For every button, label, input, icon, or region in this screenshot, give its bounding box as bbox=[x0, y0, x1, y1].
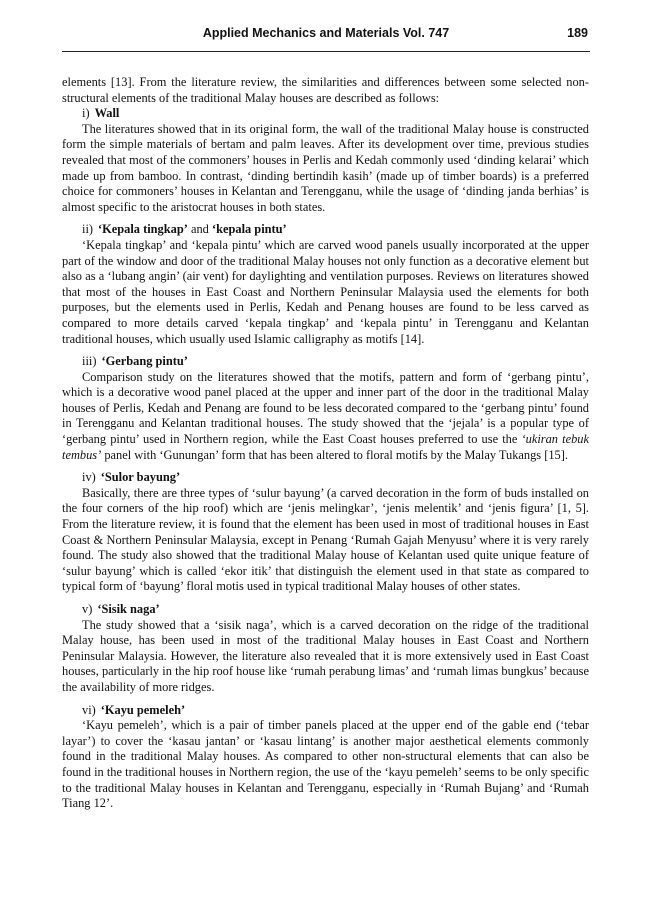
section-paragraph-kepala-tingkap: ‘Kepala tingkap’ and ‘kepala pintu’ which are carved wood panels usually incorporated at the upper part of the window and door of the traditional Malay houses not only function as a decorative element but also as a ‘lubang angin’ (air vent) for daylighting and ventilation purposes. Reviews on literatures showed that most of the houses in East Coast and Northern Peninsular Malaysia used the elements for both purposes, but the elements used in Perlis, Kedah and Penang houses are found to be less carved as compared to more details carved ‘kepala tingkap’ and ‘kepala pintu’ in Terengganu and Kelantan traditional houses, which usually used Islamic calligraphy as motifs [14]. bbox=[62, 237, 589, 346]
section-number: iii) bbox=[82, 354, 97, 369]
intro-paragraph: elements [13]. From the literature review, the similarities and differences between some selected non-structural elements of the traditional Malay houses are described as follows: bbox=[62, 75, 589, 105]
section-heading-sulor-bayung bbox=[62, 470, 589, 486]
section-number: v) bbox=[82, 602, 93, 616]
section-number: vi) bbox=[82, 702, 96, 717]
page-number: 189 bbox=[567, 26, 588, 40]
paragraph-text: Comparison study on the literatures showed that the motifs, pattern and form of ‘gerbang pintu’, which is a decorative wood panel placed at the upper and inner part of the door in the traditional Malay houses of Perlis, Kedah and Penang are found to be less decorated compared to the ‘gerbang pintu’ found in Terengganu and Kelantan traditional houses. The study showed that the ‘jejala’ is a popular type of ‘gerbang pintu’ used in Northern region, while the East Coast houses preferred to use the bbox=[62, 369, 589, 447]
section-paragraph-sulor-bayung: Basically, there are three types of ‘sulur bayung’ (a carved decoration in the form of buds installed on the four corners of the hip roof) which are ‘jenis melingkar’, ‘jenis melentik’ and ‘jenis figura’ [1, 5]. From the literature review, it is found that the element has been used in most of traditional houses in East Coast & Northern Peninsular Malaysia, except in Penang ‘Rumah Gajah Menyusu’ where it is very rarely found. The study also showed that the traditional Malay house of Kelantan used quite unique feature of ‘sulur bayung’ which is called ‘ekor itik’ that distinguish the element used in that state as compared to typical form of ‘bayung’ floral motis used in typical traditional Malay houses of other states. bbox=[62, 485, 589, 594]
journal-title: Applied Mechanics and Materials Vol. 747 bbox=[202, 26, 450, 40]
section-title: ‘Kayu pemeleh’ bbox=[100, 702, 186, 717]
section-title: ‘Kepala tingkap’ bbox=[98, 222, 188, 237]
section-number: ii) bbox=[82, 222, 94, 237]
paragraph-italic-term: ‘ukiran tebuk tembus’ bbox=[62, 432, 589, 462]
section-heading-kepala-tingkap bbox=[62, 222, 589, 238]
section-title: ‘Sulor bayung’ bbox=[100, 470, 181, 485]
running-header bbox=[62, 26, 590, 44]
section-heading-kayu-pemeleh bbox=[62, 703, 589, 719]
section-heading-sisik-naga bbox=[62, 602, 589, 618]
section-paragraph-sisik-naga: The study showed that a ‘sisik naga’, which is a carved decoration on the ridge of the traditional Malay house, has been used in most of the traditional Malay houses in East Coast and Northern Peninsular Malaysia. However, the literature also revealed that it is more extensively used in East Coast houses, particularly in the hip roof house like ‘rumah perabung limas’ and ‘rumah limas bungkus’ because the availability of more ridges. bbox=[62, 617, 589, 694]
header-rule bbox=[62, 51, 590, 52]
section-title-joiner: and bbox=[187, 222, 212, 237]
section-number: i) bbox=[82, 106, 90, 121]
section-paragraph-gerbang-pintu bbox=[62, 370, 589, 464]
section-title: Wall bbox=[94, 106, 120, 121]
section-title-secondary: ‘kepala pintu’ bbox=[211, 222, 287, 237]
section-heading-wall bbox=[62, 106, 589, 122]
article-body bbox=[62, 75, 589, 812]
section-number: iv) bbox=[82, 470, 96, 485]
paragraph-text: panel with ‘Gunungan’ form that has been altered to floral motifs by the Malay Tukangs [15]. bbox=[101, 447, 568, 462]
section-paragraph-wall: The literatures showed that in its original form, the wall of the traditional Malay house is constructed form the simple materials of bertam and palm leaves. After its development over time, previous studies revealed that most of the commoners’ houses in Perlis and Kedah commonly used ‘dinding kelarai’ which made up from bamboo. In contrast, ‘dinding bertindih kasih’ (made up of timber boards) is a preferred choice for commoners’ houses in Kelantan and Terengganu, while the usage of ‘dinding janda berhias’ is almost specific to the aristocrat houses in both states. bbox=[62, 121, 589, 214]
section-title: ‘Sisik naga’ bbox=[97, 602, 160, 616]
section-heading-gerbang-pintu bbox=[62, 354, 589, 370]
section-title: ‘Gerbang pintu’ bbox=[101, 354, 188, 369]
section-paragraph-kayu-pemeleh: ‘Kayu pemeleh’, which is a pair of timber panels placed at the upper end of the gable end (‘tebar layar’) to cover the ‘kasau jantan’ or ‘kasau lintang’ is another major aesthetical elements commonly found in the traditional Malay houses. As compared to other non-structural elements that can also be found in the traditional houses in Northern region, the use of the ‘kayu pemeleh’ seems to be only specific to the traditional Malay houses in Kelantan and Terengganu, especially in ‘Rumah Bujang’ and ‘Rumah Tiang 12’. bbox=[62, 718, 589, 811]
